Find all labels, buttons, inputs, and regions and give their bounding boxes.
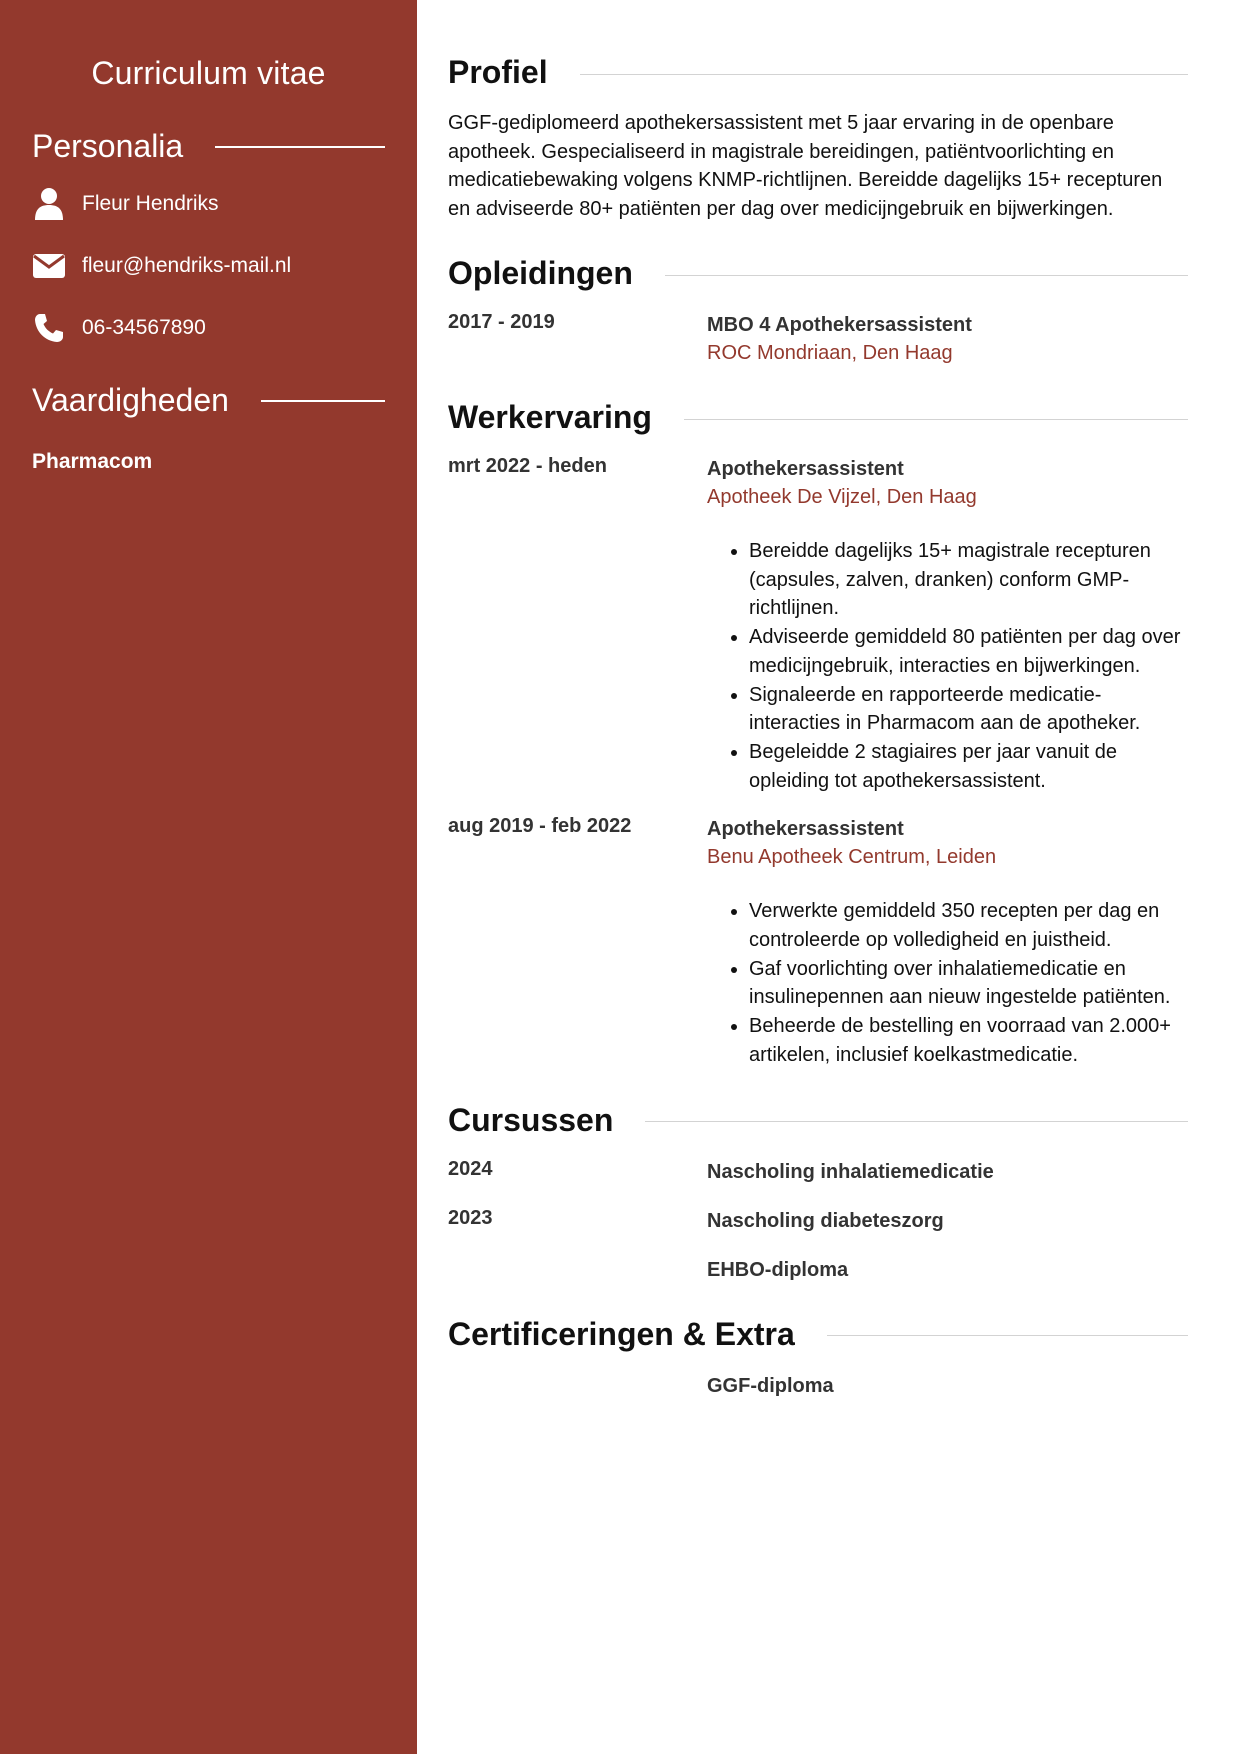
user-icon [32,187,66,221]
education-entry [448,311,1188,367]
experience-heading-row [448,397,1188,437]
heading-divider [261,400,385,402]
phone-icon [32,311,66,345]
entry-organization: ROC Mondriaan, Den Haag [707,342,953,364]
skill-item: Pharmacom [32,450,153,473]
sidebar [0,0,417,1754]
heading-divider [827,1335,1188,1336]
entry-title: MBO 4 Apothekersassistent [707,314,972,336]
course-entry [448,1207,1188,1235]
certifications-heading-row [448,1314,1188,1354]
heading-divider [684,419,1188,420]
entry-date: 2023 [448,1206,493,1229]
certification-entry [448,1372,1188,1400]
heading-divider [645,1121,1188,1122]
email-link[interactable]: fleur@hendriks-mail.nl [82,254,292,277]
entry-title: Nascholing inhalatiemedicatie [707,1160,994,1183]
education-heading: Opleidingen [448,255,633,291]
bullet-item: • Signaleerde en rapporteerde medicatie-interacties in Pharmacom aan de apotheker. [749,681,1188,738]
bullet-list [707,537,1188,795]
contact-name [32,186,385,222]
bullet-item: • Begeleidde 2 stagiaires per jaar vanuit de opleiding tot apothekersassistent. [749,738,1188,795]
entry-organization: Apotheek De Vijzel, Den Haag [707,486,977,508]
courses-heading: Cursussen [448,1101,614,1138]
experience-entry [448,455,1188,795]
experience-heading: Werkervaring [448,399,652,435]
certifications-heading: Certificeringen & Extra [448,1315,795,1352]
heading-divider [665,275,1188,276]
contact-email [32,248,385,284]
entry-body [707,311,1188,367]
entry-date: 2017 - 2019 [448,311,555,333]
course-entry [448,1256,1188,1284]
entry-title: Apothekersassistent [707,458,904,480]
entry-body [707,815,1188,1069]
heading-divider [580,74,1188,75]
entry-title: EHBO-diploma [707,1258,849,1281]
heading-divider [215,146,385,148]
entry-title: GGF-diploma [707,1374,834,1397]
entry-body [707,455,1188,795]
phone-text: 06-34567890 [82,316,206,339]
bullet-item: • Beheerde de bestelling en voorraad van 2.000+ artikelen, inclusief koelkastmedicatie. [749,1012,1188,1069]
name-text: Fleur Hendriks [82,192,219,215]
entry-title: Apothekersassistent [707,818,904,841]
entry-date: 2024 [448,1157,493,1180]
bullet-list [707,897,1188,1069]
courses-heading-row [448,1100,1188,1140]
personal-heading-row [32,126,385,166]
entry-date: mrt 2022 - heden [448,455,607,477]
main-content [448,0,1188,1400]
contact-phone [32,310,385,346]
entry-organization: Benu Apotheek Centrum, Leiden [707,846,997,869]
profile-heading: Profiel [448,54,548,90]
skills-heading-row [32,380,385,420]
profile-text: GGF-gediplomeerd apothekersassistent met 5 jaar ervaring in de openbare apotheek. Gespecialiseerd in magistrale bereidingen, patiëntvoorlichting en medicatiebewaking volgens KNMP-richtlijnen. Bereidde dagelijks 15+ recepturen en adviseerde 80+ patiënten per dag over medicijngebruik en bijwerkingen. [448,112,1163,220]
course-entry [448,1158,1188,1186]
skills-heading: Vaardigheden [32,382,229,418]
document-title: Curriculum vitae [91,55,326,91]
experience-entry [448,815,1188,1069]
education-heading-row [448,253,1188,293]
bullet-item: • Gaf voorlichting over inhalatiemedicatie en insulinepennen aan nieuw ingestelde patiënten. [749,955,1188,1012]
personal-heading: Personalia [32,128,184,164]
envelope-icon [32,249,66,283]
bullet-item: • Verwerkte gemiddeld 350 recepten per dag en controleerde op volledigheid en juistheid. [749,897,1188,954]
entry-date [448,1256,707,1284]
bullet-item: • Adviseerde gemiddeld 80 patiënten per dag over medicijngebruik, interacties en bijwerkingen. [749,623,1188,680]
entry-title: Nascholing diabeteszorg [707,1209,944,1232]
entry-date [448,1372,707,1400]
profile-heading-row [448,52,1188,92]
bullet-item: • Bereidde dagelijks 15+ magistrale recepturen (capsules, zalven, dranken) conform GMP-richtlijnen. [749,537,1188,623]
entry-date: aug 2019 - feb 2022 [448,815,632,838]
